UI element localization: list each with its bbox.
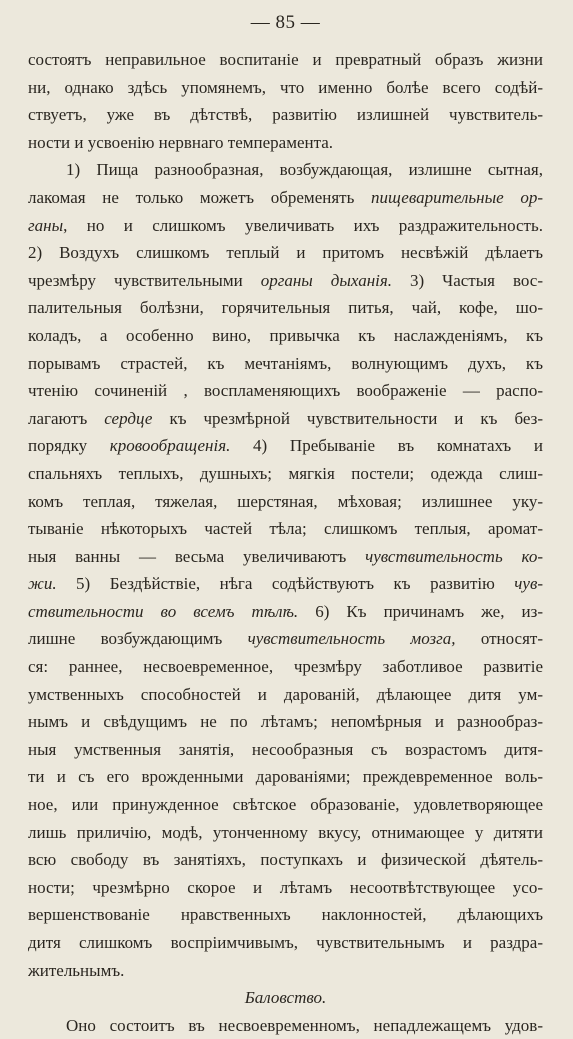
text-segment: 2) Воздухъ слишкомъ теплый и притомъ несвѣжій дѣлаетъ bbox=[28, 243, 543, 263]
text-line bbox=[28, 432, 543, 460]
text-segment: къ чрезмѣрной чувствительности и къ без- bbox=[152, 408, 543, 428]
text-segment: ности; чрезмѣрно скорое и лѣтамъ несоотвѣтствующее усо- bbox=[28, 877, 543, 897]
text-line bbox=[28, 653, 543, 681]
text-segment: 5) Бездѣйствіе, нѣга содѣйствуютъ къ развитію bbox=[56, 574, 515, 594]
text-line bbox=[28, 74, 543, 102]
text-line bbox=[28, 846, 543, 874]
text-segment: состоятъ неправильное воспитаніе и превратный образъ жизни bbox=[28, 50, 543, 69]
text-segment: 1) Пища разнообразная, возбуждающая, излишне сытная, bbox=[66, 160, 543, 180]
text-segment: нымъ и свѣдущимъ не по лѣтамъ; непомѣрныя и разнообраз- bbox=[28, 712, 543, 732]
text-line bbox=[28, 294, 543, 322]
text-segment: ныя ванны — весьма увеличиваютъ bbox=[28, 546, 366, 566]
text-line bbox=[28, 184, 543, 212]
text-line bbox=[28, 598, 543, 626]
text-segment: порывамъ страстей, къ мечтаніямъ, волнующимъ духъ, къ bbox=[28, 353, 543, 373]
text-line bbox=[28, 1012, 543, 1039]
italic-text: ствительности во всемъ тѣлѣ. bbox=[28, 601, 299, 621]
text-line bbox=[28, 625, 543, 653]
text-line bbox=[28, 101, 543, 129]
text-line bbox=[28, 681, 543, 709]
page-number: — 85 — bbox=[250, 12, 321, 33]
text-line bbox=[28, 46, 543, 74]
text-line bbox=[28, 239, 543, 267]
italic-text: чувствительность ко- bbox=[365, 546, 543, 566]
text-segment: ся: раннее, несвоевременное, чрезмѣру заботливое развитіе bbox=[28, 657, 543, 677]
text-segment: ности и усвоенію нервнаго темперамента. bbox=[28, 132, 334, 152]
text-segment: относят- bbox=[455, 629, 543, 649]
text-segment: Оно состоитъ въ несвоевременномъ, непадлежащемъ удов- bbox=[66, 1015, 543, 1035]
text-line bbox=[28, 460, 543, 488]
text-line bbox=[28, 957, 543, 985]
italic-text: пищеварительные ор- bbox=[371, 187, 543, 207]
text-segment: лакомая не только можетъ обременять bbox=[28, 187, 372, 207]
text-line bbox=[28, 350, 543, 378]
text-segment: ти и съ его врожденными дарованіями; преждевременное воль- bbox=[28, 767, 543, 787]
text-segment: умственныхъ способностей и дарованій, дѣлающее дитя ум- bbox=[28, 684, 543, 704]
text-line bbox=[28, 929, 543, 957]
italic-text: кровообращенія. bbox=[109, 436, 231, 456]
text-segment: порядку bbox=[28, 436, 110, 456]
italic-text: Баловство. bbox=[244, 988, 327, 1008]
text-segment: тываніе нѣкоторыхъ частей тѣла; слишкомъ теплыя, аромат- bbox=[28, 519, 543, 539]
text-line bbox=[28, 156, 543, 184]
text-segment: ствуетъ, уже въ дѣтствѣ, развитію излишней чувствитель- bbox=[28, 105, 543, 125]
text-line bbox=[28, 736, 543, 764]
text-line bbox=[28, 874, 543, 902]
section-heading bbox=[28, 984, 543, 1012]
text-segment: 3) Частыя вос- bbox=[392, 270, 543, 290]
text-segment: лишне возбуждающимъ bbox=[28, 629, 248, 649]
text-segment: спальняхъ теплыхъ, душныхъ; мягкія постели; одежда слиш- bbox=[28, 463, 543, 483]
text-segment: ни, однако здѣсь упомянемъ, что именно болѣе всего содѣй- bbox=[28, 77, 543, 97]
italic-text: чувствительность мозга, bbox=[247, 629, 456, 649]
text-line bbox=[28, 488, 543, 516]
text-segment: палительныя болѣзни, горячительныя питья, чай, кофе, шо- bbox=[28, 298, 543, 318]
text-segment: коладъ, а особенно вино, привычка къ наслажденіямъ, къ bbox=[28, 325, 543, 345]
text-segment: лагаютъ bbox=[28, 408, 105, 428]
text-line bbox=[28, 267, 543, 295]
text-segment: всю свободу въ занятіяхъ, поступкахъ и физической дѣятель- bbox=[28, 850, 543, 870]
text-line bbox=[28, 515, 543, 543]
text-segment: 6) Къ причинамъ же, из- bbox=[298, 601, 543, 621]
text-line bbox=[28, 791, 543, 819]
italic-text: органы дыханія. bbox=[260, 270, 392, 290]
text-line bbox=[28, 129, 543, 157]
text-line bbox=[28, 901, 543, 929]
text-line bbox=[28, 377, 543, 405]
text-segment: , но и слишкомъ увеличивать ихъ раздражительность. bbox=[63, 215, 543, 235]
italic-text: чув- bbox=[514, 574, 543, 594]
italic-text: жи. bbox=[28, 574, 57, 594]
text-line bbox=[28, 708, 543, 736]
text-segment: чтенію сочиненій , воспламеняющихъ воображеніе — распо- bbox=[28, 381, 543, 401]
text-segment: вершенствованіе нравственныхъ наклонностей, дѣлающихъ bbox=[28, 905, 543, 925]
text-line bbox=[28, 322, 543, 350]
text-segment: ныя умственныя занятія, несообразныя съ возрастомъ дитя- bbox=[28, 739, 543, 759]
text-segment: дитя слишкомъ воспріимчивымъ, чувствительнымъ и раздра- bbox=[28, 933, 543, 952]
text-line bbox=[28, 819, 543, 847]
page-text bbox=[28, 46, 543, 1039]
text-segment: комъ теплая, тяжелая, шерстяная, мѣховая; излишнее уку- bbox=[28, 491, 543, 511]
text-line bbox=[28, 405, 543, 433]
text-line bbox=[28, 543, 543, 571]
text-line bbox=[28, 212, 543, 240]
text-segment: 4) Пребываніе въ комнатахъ и bbox=[230, 436, 543, 456]
text-line bbox=[28, 763, 543, 791]
text-segment: жительнымъ. bbox=[28, 960, 125, 980]
italic-text: ганы bbox=[28, 215, 64, 235]
italic-text: сердце bbox=[104, 408, 153, 428]
text-segment: ное, или принужденное свѣтское образованіе, удовлетворяющее bbox=[28, 795, 543, 815]
text-line bbox=[28, 570, 543, 598]
text-segment: лишь приличію, модѣ, утонченному вкусу, отнимающее у дитяти bbox=[28, 822, 543, 842]
text-segment: чрезмѣру чувствительными bbox=[28, 270, 261, 290]
